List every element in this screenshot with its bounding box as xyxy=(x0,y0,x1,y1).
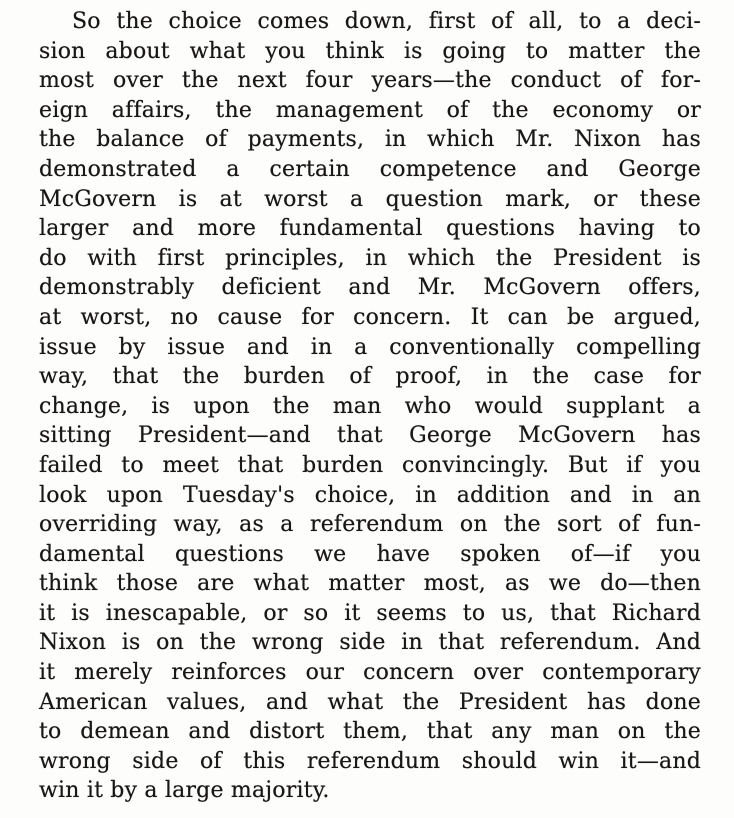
text-line: do with first principles, in which the President is xyxy=(39,245,701,271)
text-line: overriding way, as a referendum on the sort of fun- xyxy=(39,512,701,538)
text-line: the balance of payments, in which Mr. Nixon has xyxy=(39,127,701,153)
text-line: eign affairs, the management of the economy or xyxy=(39,97,701,123)
text-line: So the choice comes down, first of all, to a deci- xyxy=(72,9,701,34)
text-line: most over the next four years—the conduct of for- xyxy=(39,68,701,94)
text-line: wrong side of this referendum should win it—and xyxy=(39,748,701,774)
text-line: at worst, no cause for concern. It can be argued, xyxy=(39,304,701,330)
text-line: demonstrably deficient and Mr. McGovern offers, xyxy=(39,275,701,301)
text-line: damental questions we have spoken of—if you xyxy=(39,541,701,567)
text-line: it is inescapable, or so it seems to us, that Richard xyxy=(39,600,701,626)
text-line: to demean and distort them, that any man on the xyxy=(39,719,701,745)
text-line: issue by issue and in a conventionally compelling xyxy=(39,334,701,360)
text-line: American values, and what the President has done xyxy=(39,689,701,715)
text-line: look upon Tuesday's choice, in addition and in an xyxy=(39,482,701,508)
text-line: McGovern is at worst a question mark, or these xyxy=(39,186,701,212)
text-line: it merely reinforces our concern over contemporary xyxy=(39,660,701,686)
text-line: failed to meet that burden convincingly. But if you xyxy=(39,452,701,478)
text-line: win it by a large majority. xyxy=(39,778,330,804)
text-line: change, is upon the man who would supplant a xyxy=(39,393,701,419)
article-paragraph xyxy=(39,7,701,806)
text-line: sion about what you think is going to matter the xyxy=(39,38,701,64)
text-line: larger and more fundamental questions having to xyxy=(39,216,701,242)
text-line: think those are what matter most, as we do—then xyxy=(39,571,701,597)
text-line: sitting President—and that George McGovern has xyxy=(39,423,701,449)
text-line: Nixon is on the wrong side in that referendum. And xyxy=(39,630,701,656)
text-line: demonstrated a certain competence and George xyxy=(39,156,701,182)
text-line: way, that the burden of proof, in the case for xyxy=(39,364,701,390)
